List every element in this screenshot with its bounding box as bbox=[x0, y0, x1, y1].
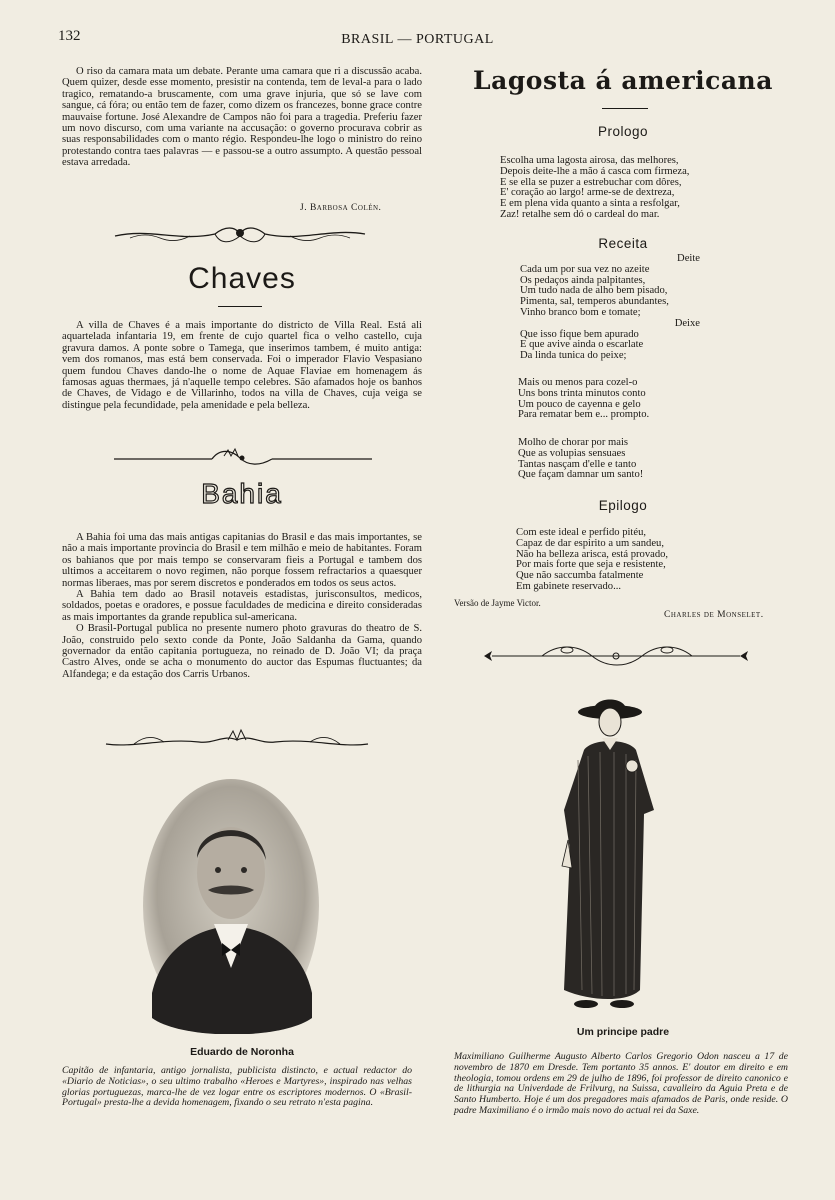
verse: Depois deite-lhe a mão á casca com firmeza, bbox=[500, 165, 690, 177]
priest-illustration bbox=[548, 690, 672, 1016]
page-number: 132 bbox=[58, 28, 81, 44]
chaves-article bbox=[62, 320, 422, 411]
verse: Um tudo nada de alho bem pisado, bbox=[520, 285, 668, 297]
portrait-name: Eduardo de Noronha bbox=[190, 1046, 294, 1058]
chaves-title: Chaves bbox=[188, 262, 296, 295]
page-header-title: BRASIL — PORTUGAL bbox=[341, 32, 494, 47]
bahia-paragraph-2: A Bahia tem dado ao Brasil notaveis estadistas, jurisconsultos, medicos, soldados, poetas e oradores, e possue faculdades de medicina e direito consideradas as mais importantes da grande republica sul-americana. bbox=[62, 589, 422, 623]
intro-text: O riso da camara mata um debate. Perante uma camara que ri a discussão acaba. Quem quizer, desde esse momento, presistir na contenda, tem de leval-a para o lado tragico, rematando-a bruscamente, com uma grave injuria, que só se lave com sangue, cá fóra; ou então tem de fazer, como dizem os francezes, bonne grace contre mauvaise fortune. José Alexandre de Campos não foi para a tragedia. Preferiu fazer um novo discurso, com uma variante na accusação: o governo procurava cobrir as suas responsabilidades com o manto régio. Respondeu-lhe logo o ministro do reino protestando contra taes palavras — e passou-se a outro assumpto. A questão pessoal estava arredada. bbox=[62, 66, 422, 169]
verse: Que façam damnar um santo! bbox=[518, 469, 644, 481]
verse: Por mais forte que seja e resistente, bbox=[516, 559, 666, 571]
verse: Tantas nasçam d'elle e tanto bbox=[518, 458, 637, 470]
verse: Capaz de dar espirito a um sandeu, bbox=[516, 537, 664, 549]
ornament-divider-2 bbox=[112, 446, 374, 468]
verse: E se ella se puzer a estrebuchar com dôres, bbox=[500, 176, 682, 188]
verse: Em gabinete reservado... bbox=[516, 580, 622, 592]
verse: Molho de chorar por mais bbox=[518, 437, 629, 448]
verse: Pimenta, sal, temperos abundantes, bbox=[520, 296, 669, 308]
priest-caption: Maximiliano Guilherme Augusto Alberto Carlos Gregorio Odon nasceu a 17 de novembro de 1870 em Dresde. Tem portanto 35 annos. E' doutor em direito e em theologia, tomou ordens em 29 de julho de 1896, foi professor de direito canonico e de lithurgia na Univerdade de Frilvurg, na Suissa, cavalleiro da Aguia Preta e de Santo Humberto. Hoje é um dos pregadores mais afamados de Paris, onde reside. O padre Maximiliano é o irmão mais novo do actual rei da Saxe. bbox=[454, 1051, 788, 1116]
ornament-divider-1 bbox=[110, 222, 370, 246]
prologo-verses bbox=[500, 156, 689, 221]
verse: Uns bons trinta minutos conto bbox=[518, 387, 646, 399]
verse: Não ha belleza arisca, está provado, bbox=[516, 548, 669, 560]
receita-verses-1 bbox=[520, 254, 700, 362]
verse: Os pedaços ainda palpitantes, bbox=[520, 274, 646, 286]
ornament-divider-3 bbox=[104, 728, 370, 756]
translator-credit: Versão de Jayme Victor. bbox=[454, 598, 541, 608]
verse: Deixe bbox=[674, 317, 700, 329]
verse: E que avive ainda o escarlate bbox=[520, 339, 644, 351]
chaves-text: A villa de Chaves é a mais importante do districto de Villa Real. Está ali aquartelada infantaria 19, em frente de cujo quartel fica o velho castello, cuja gravura damos. A ponte sobre o Tamega, que inserimos tambem, é muito antiga: vem dos romanos, mas está bem conservada. Foi o imperador Flavio Vespasiano quem fundou Chaves dando-lhe o nome de Aquae Flaviae em homenagem ás famosas aguas thermaes, já n'aquelle tempo celebres. São afamados hoje os banhos de Chaves, de Vidago e de Villarinho, todos na villa de Chaves, cuja veiga se distingue pela fecundidade, pela amenidade e pela belleza. bbox=[62, 320, 422, 411]
receita-verses-3 bbox=[518, 438, 643, 481]
intro-signature: J. Barbosa Colén. bbox=[300, 203, 382, 213]
verse: Da linda tunica do peixe; bbox=[520, 350, 627, 362]
verse: Cada um por sua vez no azeite bbox=[520, 263, 650, 275]
verse: Deite bbox=[677, 253, 700, 264]
epilogo-verses bbox=[516, 528, 668, 593]
poem-author: Charles de Monselet. bbox=[664, 610, 764, 620]
eduardo-noronha-portrait bbox=[142, 778, 320, 1034]
bahia-article bbox=[62, 532, 422, 680]
bahia-title: Bahia bbox=[201, 478, 283, 509]
lagosta-title: Lagosta á americana bbox=[473, 66, 773, 95]
verse: Um pouco de cayenna e gelo bbox=[518, 398, 641, 410]
intro-article bbox=[62, 66, 422, 169]
verse: Que as volupias sensuaes bbox=[518, 447, 626, 459]
verse: Escolha uma lagosta airosa, das melhores, bbox=[500, 155, 679, 166]
bahia-paragraph-1: A Bahia foi uma das mais antigas capitanias do Brasil e das mais importantes, se não a mais importante provincia do Brasil e tem milhão e meio de habitantes. Foram os bahianos que por mais tempo se conservaram fieis a Portugal e tambem dos ultimos a acceitarem o novo regimen, não porque fossem refractarios a quaesquer normas liberaes, mas por serem discretos e ponderados em todos os seus actos. bbox=[62, 532, 422, 589]
verse: E' coração ao largo! arme-se de dextreza, bbox=[500, 187, 675, 199]
lagosta-title-rule bbox=[602, 108, 648, 109]
prologo-title: Prologo bbox=[597, 124, 649, 139]
epilogo-title: Epilogo bbox=[598, 498, 648, 513]
verse: Vinho branco bom e tomate; bbox=[520, 306, 641, 318]
verse: Para rematar bem e... prompto. bbox=[518, 409, 650, 421]
verse: Que isso fique bem apurado bbox=[520, 328, 639, 340]
verse: Zaz! retalhe sem dó o cardeal do mar. bbox=[500, 208, 660, 220]
portrait-caption: Capitão de infantaria, antigo jornalista, publicista distincto, e actual redactor do «Diario de Noticias», o seu ultimo trabalho «Heroes e Martyres», inspirado nas velhas glorias portuguezas, marca-lhe de vez logar entre os escriptores modernos. O «Brasil-Portugal» presta-lhe a devida homenagem, fixando o seu retrato n'esta pagina. bbox=[62, 1065, 412, 1109]
verse: E em plena vida quanto a sinta a resfolgar, bbox=[500, 198, 680, 210]
receita-verses-2 bbox=[518, 378, 649, 421]
chaves-title-rule bbox=[218, 306, 262, 307]
bahia-paragraph-3: O Brasil-Portugal publica no presente numero photo gravuras do theatro de S. João, construido pelo sexto conde da Ponte, João Saldanha da Gama, quando governador da então capitania portugueza, no reinado de D. João VI; da praça Castro Alves, onde se acha o monumento do auctor das Espumas fluctuantes; da Alfandega; e da estação dos Carris Urbanos. bbox=[62, 623, 422, 680]
receita-title: Receita bbox=[598, 236, 648, 251]
ornament-divider-4 bbox=[482, 642, 750, 670]
verse: Que não saccumba fatalmente bbox=[516, 570, 644, 582]
verse: Mais ou menos para cozel-o bbox=[518, 377, 638, 388]
verse: Com este ideal e perfido pitéu, bbox=[516, 527, 647, 538]
priest-caption-title: Um principe padre bbox=[576, 1026, 670, 1038]
